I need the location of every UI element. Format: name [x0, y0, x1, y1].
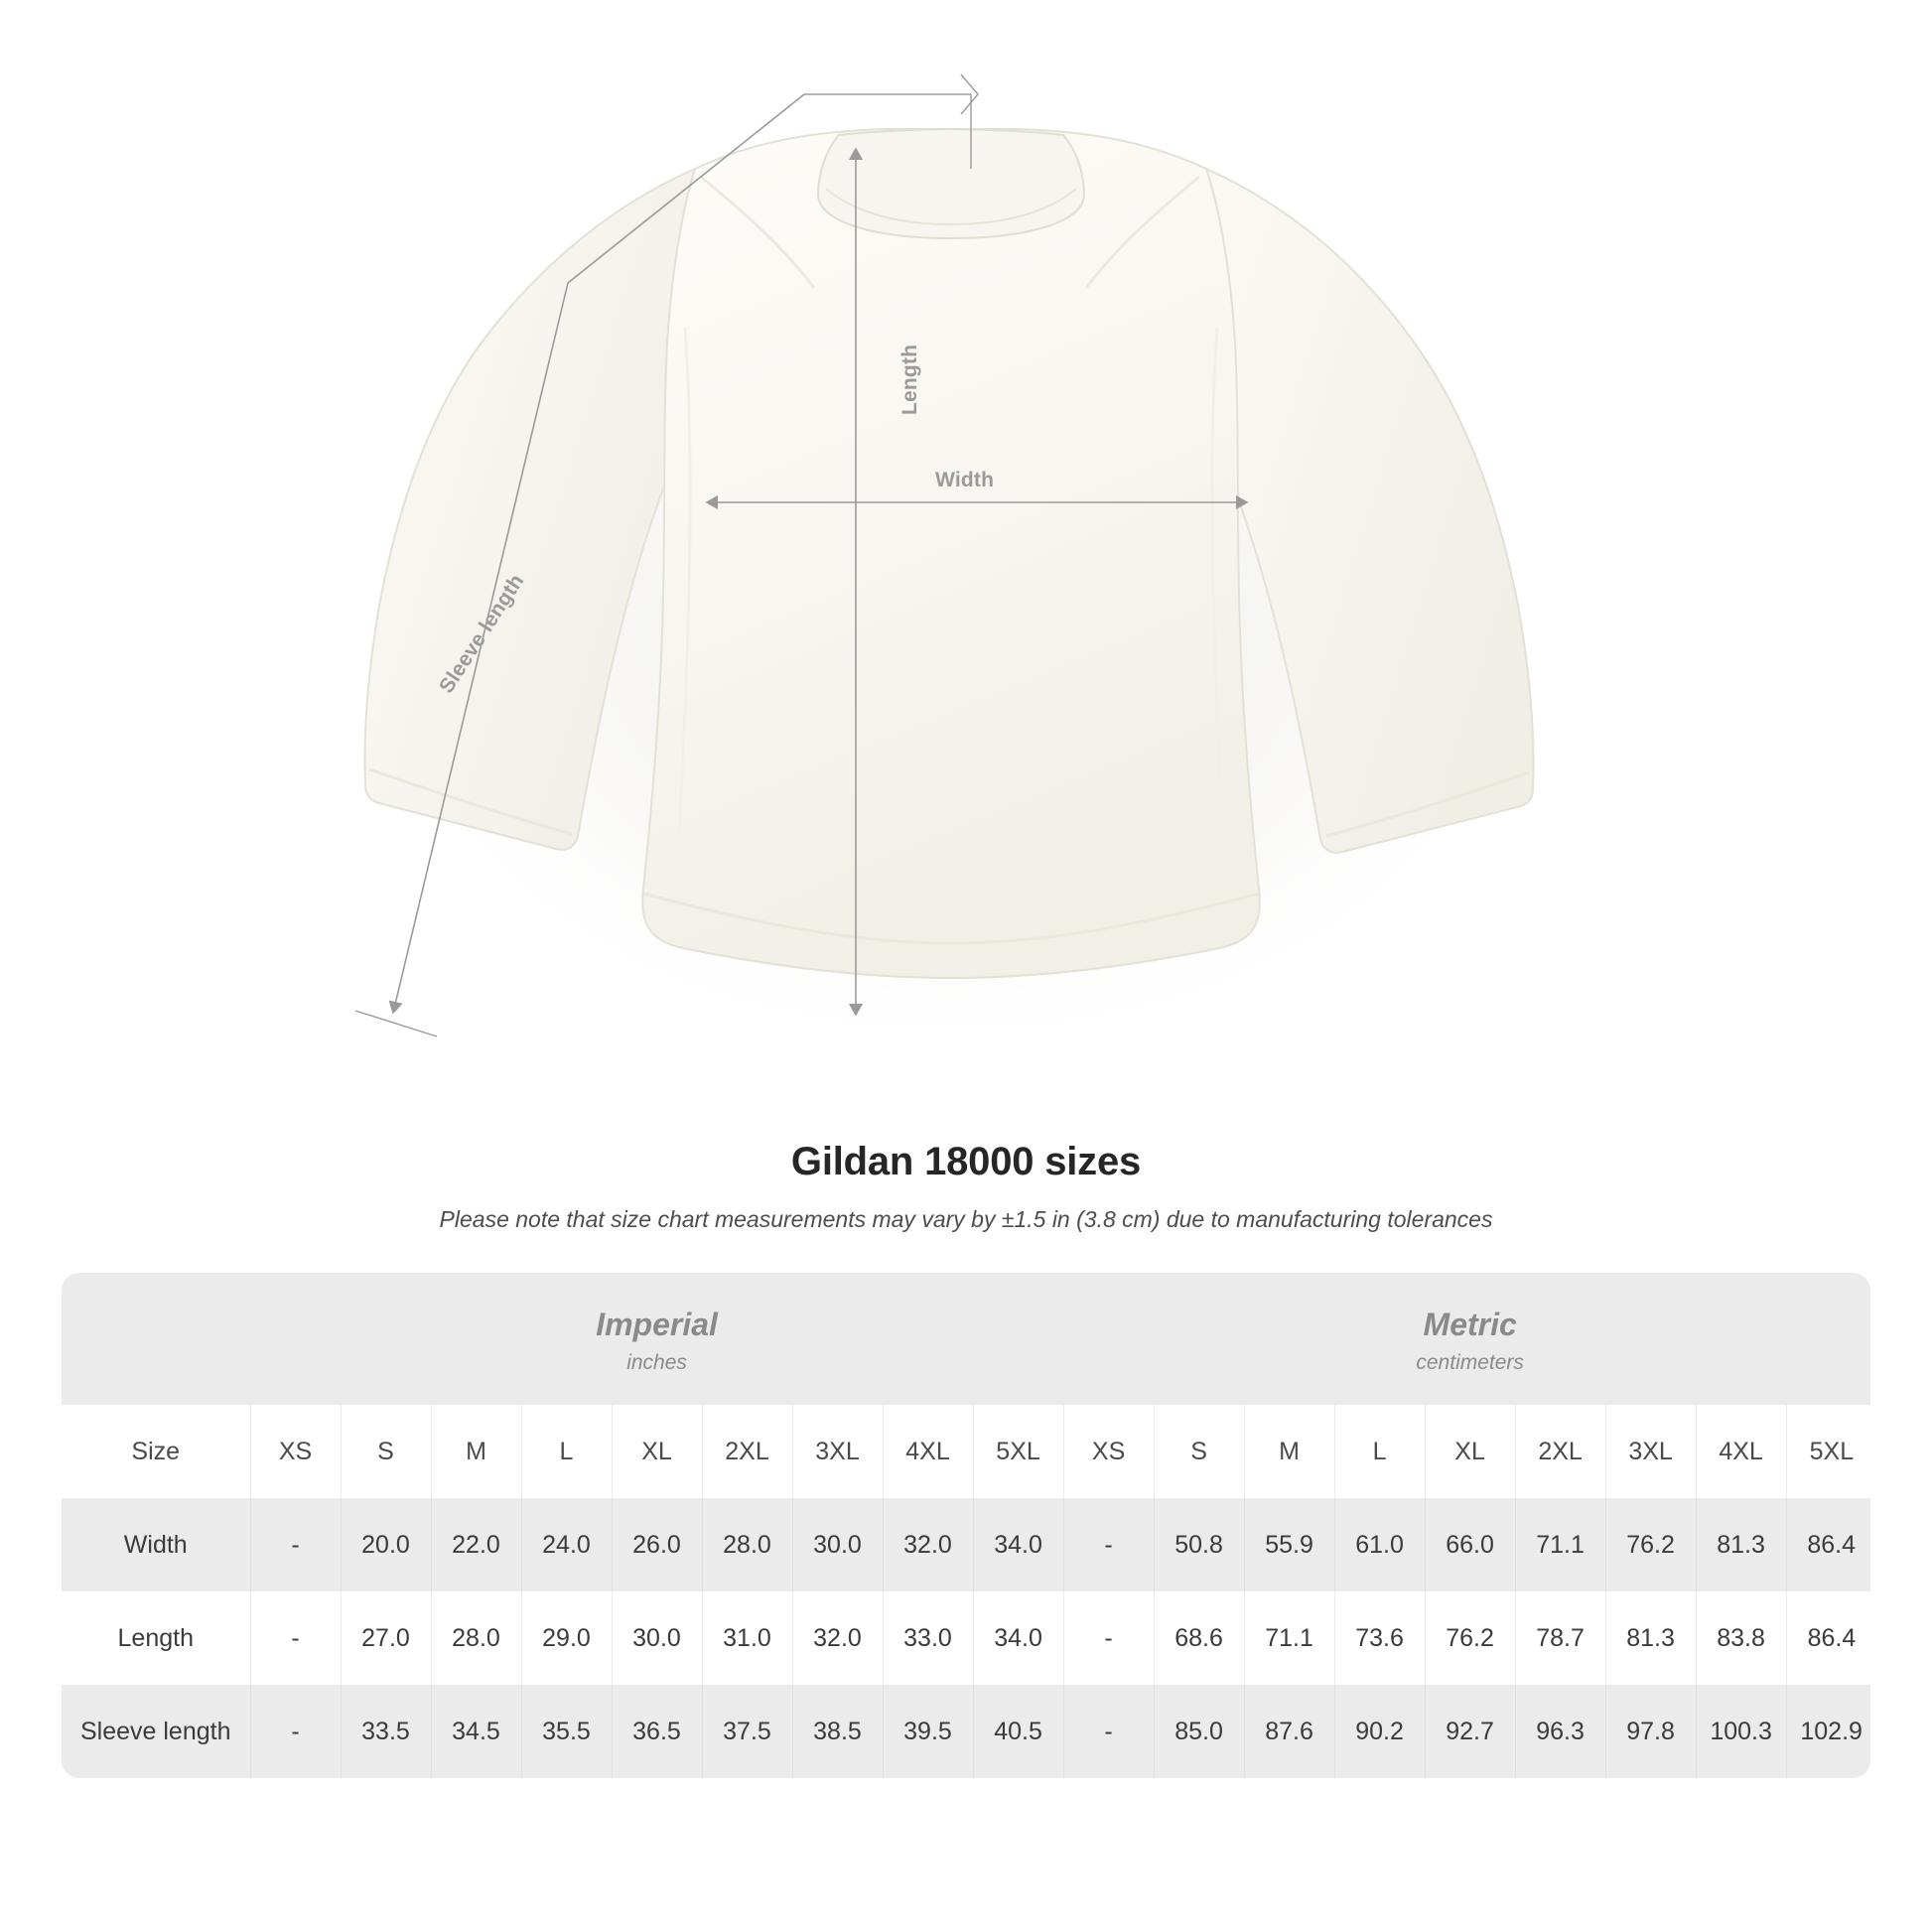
- length-label: Length: [898, 344, 921, 415]
- cell-width-s-in: 20.0: [341, 1498, 431, 1591]
- cell-width-5xl-cm: 86.4: [1786, 1498, 1870, 1591]
- cell-sleeve-4xl-in: 39.5: [883, 1685, 973, 1778]
- size-col-xl-imperial: XL: [612, 1405, 702, 1498]
- cell-sleeve-xs-cm: -: [1063, 1685, 1154, 1778]
- size-col-l-metric: L: [1334, 1405, 1425, 1498]
- cell-length-2xl-in: 31.0: [702, 1591, 792, 1685]
- size-col-s-metric: S: [1154, 1405, 1244, 1498]
- cell-width-xs-in: -: [250, 1498, 341, 1591]
- cell-width-3xl-in: 30.0: [792, 1498, 883, 1591]
- table-row: [62, 1498, 1870, 1591]
- cell-width-xl-cm: 66.0: [1425, 1498, 1515, 1591]
- cell-sleeve-2xl-in: 37.5: [702, 1685, 792, 1778]
- size-table: [62, 1273, 1870, 1778]
- unit-header-row: [62, 1273, 1870, 1405]
- size-col-xs-imperial: XS: [250, 1405, 341, 1498]
- unit-corner: [62, 1273, 250, 1405]
- chart-note: Please note that size chart measurements may vary by ±1.5 in (3.8 cm) due to manufacturing tolerances: [439, 1206, 1493, 1232]
- cell-width-4xl-cm: 81.3: [1696, 1498, 1786, 1591]
- size-col-4xl-metric: 4XL: [1696, 1405, 1786, 1498]
- cell-length-5xl-in: 34.0: [973, 1591, 1063, 1685]
- row-label-length: Length: [62, 1591, 250, 1685]
- size-col-4xl-imperial: 4XL: [883, 1405, 973, 1498]
- size-col-m-metric: M: [1244, 1405, 1334, 1498]
- cell-length-3xl-cm: 81.3: [1605, 1591, 1696, 1685]
- cell-width-s-cm: 50.8: [1154, 1498, 1244, 1591]
- cell-width-4xl-in: 32.0: [883, 1498, 973, 1591]
- unit-imperial: [250, 1273, 1063, 1405]
- cell-width-3xl-cm: 76.2: [1605, 1498, 1696, 1591]
- cell-length-m-in: 28.0: [431, 1591, 521, 1685]
- cell-width-xs-cm: -: [1063, 1498, 1154, 1591]
- cell-length-s-cm: 68.6: [1154, 1591, 1244, 1685]
- cell-length-l-in: 29.0: [521, 1591, 612, 1685]
- cell-length-xl-cm: 76.2: [1425, 1591, 1515, 1685]
- cell-length-xs-cm: -: [1063, 1591, 1154, 1685]
- cell-width-m-cm: 55.9: [1244, 1498, 1334, 1591]
- cell-sleeve-m-cm: 87.6: [1244, 1685, 1334, 1778]
- cell-sleeve-l-in: 35.5: [521, 1685, 612, 1778]
- size-col-3xl-imperial: 3XL: [792, 1405, 883, 1498]
- table-row: [62, 1685, 1870, 1778]
- cell-sleeve-5xl-in: 40.5: [973, 1685, 1063, 1778]
- cell-sleeve-5xl-cm: 102.9: [1786, 1685, 1870, 1778]
- sleeve-length-label: Sleeve length: [435, 570, 529, 698]
- unit-metric-sub: centimeters: [1416, 1351, 1524, 1374]
- cell-width-2xl-in: 28.0: [702, 1498, 792, 1591]
- cell-length-4xl-in: 33.0: [883, 1591, 973, 1685]
- unit-imperial-sub: inches: [626, 1351, 687, 1374]
- row-label-sleeve-length: Sleeve length: [62, 1685, 250, 1778]
- size-header-row: [62, 1405, 1870, 1498]
- cell-length-5xl-cm: 86.4: [1786, 1591, 1870, 1685]
- cell-sleeve-xl-in: 36.5: [612, 1685, 702, 1778]
- row-label-width: Width: [62, 1498, 250, 1591]
- cell-length-xs-in: -: [250, 1591, 341, 1685]
- cell-sleeve-3xl-in: 38.5: [792, 1685, 883, 1778]
- cell-sleeve-s-cm: 85.0: [1154, 1685, 1244, 1778]
- cell-length-3xl-in: 32.0: [792, 1591, 883, 1685]
- unit-metric-name: Metric: [1423, 1307, 1517, 1342]
- cell-length-4xl-cm: 83.8: [1696, 1591, 1786, 1685]
- chart-heading: [0, 1140, 1932, 1233]
- size-col-l-imperial: L: [521, 1405, 612, 1498]
- cell-sleeve-4xl-cm: 100.3: [1696, 1685, 1786, 1778]
- size-header-label: Size: [62, 1405, 250, 1498]
- cell-sleeve-xs-in: -: [250, 1685, 341, 1778]
- cell-width-l-in: 24.0: [521, 1498, 612, 1591]
- unit-metric: [1063, 1273, 1870, 1405]
- cell-sleeve-m-in: 34.5: [431, 1685, 521, 1778]
- size-col-5xl-imperial: 5XL: [973, 1405, 1063, 1498]
- cell-width-5xl-in: 34.0: [973, 1498, 1063, 1591]
- cell-sleeve-2xl-cm: 96.3: [1515, 1685, 1605, 1778]
- cell-sleeve-l-cm: 90.2: [1334, 1685, 1425, 1778]
- cell-width-l-cm: 61.0: [1334, 1498, 1425, 1591]
- cell-length-m-cm: 71.1: [1244, 1591, 1334, 1685]
- cell-length-s-in: 27.0: [341, 1591, 431, 1685]
- cell-width-xl-in: 26.0: [612, 1498, 702, 1591]
- cell-length-xl-in: 30.0: [612, 1591, 702, 1685]
- cell-length-2xl-cm: 78.7: [1515, 1591, 1605, 1685]
- unit-imperial-name: Imperial: [596, 1307, 718, 1342]
- size-col-s-imperial: S: [341, 1405, 431, 1498]
- cell-width-2xl-cm: 71.1: [1515, 1498, 1605, 1591]
- size-col-5xl-metric: 5XL: [1786, 1405, 1870, 1498]
- width-label: Width: [935, 469, 995, 491]
- cell-sleeve-3xl-cm: 97.8: [1605, 1685, 1696, 1778]
- cell-sleeve-xl-cm: 92.7: [1425, 1685, 1515, 1778]
- chart-title: Gildan 18000 sizes: [790, 1140, 1142, 1183]
- size-col-2xl-imperial: 2XL: [702, 1405, 792, 1498]
- size-col-xl-metric: XL: [1425, 1405, 1515, 1498]
- cell-sleeve-s-in: 33.5: [341, 1685, 431, 1778]
- cell-length-l-cm: 73.6: [1334, 1591, 1425, 1685]
- cell-width-m-in: 22.0: [431, 1498, 521, 1591]
- size-col-m-imperial: M: [431, 1405, 521, 1498]
- size-col-2xl-metric: 2XL: [1515, 1405, 1605, 1498]
- size-table-container: [62, 1273, 1870, 1778]
- size-col-3xl-metric: 3XL: [1605, 1405, 1696, 1498]
- size-col-xs-metric: XS: [1063, 1405, 1154, 1498]
- table-row: [62, 1591, 1870, 1685]
